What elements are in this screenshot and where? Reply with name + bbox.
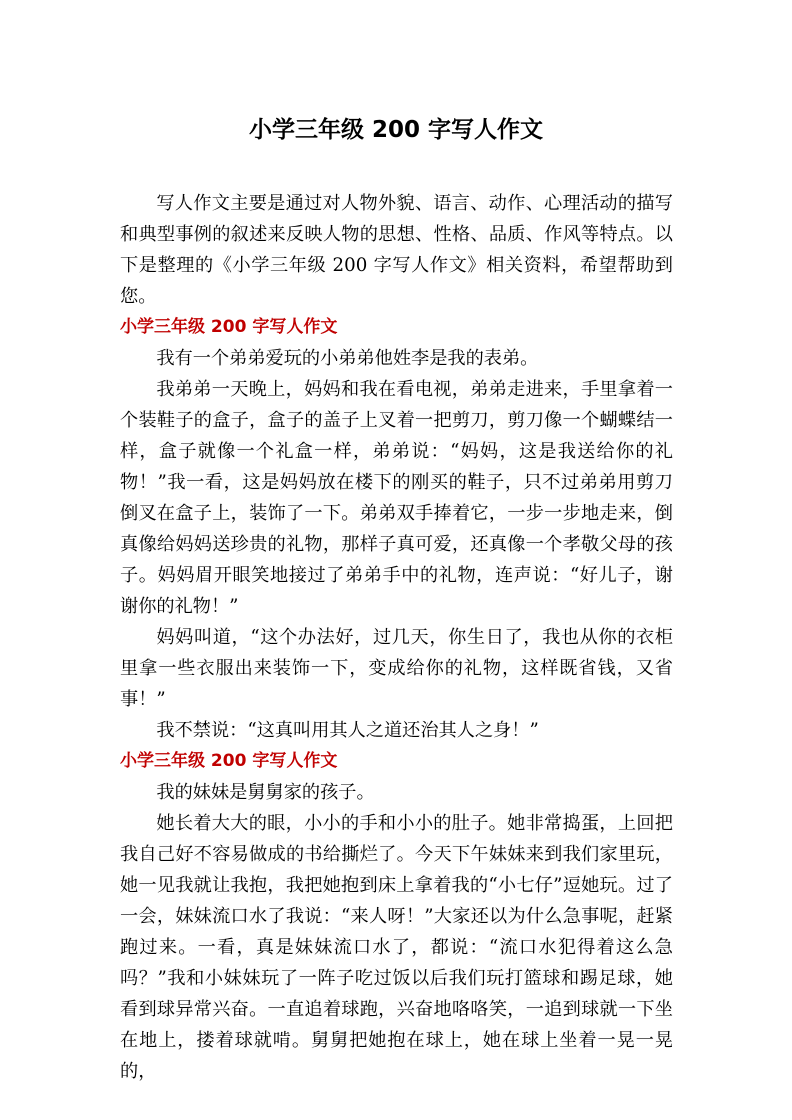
paragraph: 我不禁说：“这真叫用其人之道还治其人之身！” <box>156 720 539 741</box>
section-heading: 小学三年级 200 字写人作文 <box>120 751 338 771</box>
paragraph: 我弟弟一天晚上，妈妈和我在看电视，弟弟走进来，手里拿着一个装鞋子的盒子，盒子的盖子上叉着一把剪刀，剪刀像一个蝴蝶结一样，盒子就像一个礼盒一样，弟弟说：“妈妈，这是我送给你的礼物！”我一看，这是妈妈放在楼下的刚买的鞋子，只不过弟弟用剪刀倒叉在盒子上，装饰了一下。弟弟双手捧着它，一步一步地走来，倒真像给妈妈送珍贵的礼物，那样子真可爱，还真像一个孝敬父母的孩子。妈妈眉开眼笑地接过了弟弟手中的礼物，连声说：“好儿子，谢谢你的礼物！” <box>120 379 673 617</box>
paragraph: 她长着大大的眼，小小的手和小小的肚子。她非常捣蛋，上回把我自己好不容易做成的书给撕烂了。今天下午妹妹来到我们家里玩，她一见我就让我抱，我把她抱到床上拿着我的“小七仔”逗她玩。过了一会，妹妹流口水了我说：“来人呀！”大家还以为什么急事呢，赶紧跑过来。一看，真是妹妹流口水了，都说：“流口水犯得着这么急吗？”我和小妹妹玩了一阵子吃过饭以后我们玩打篮球和踢足球，她看到球异常兴奋。一直追着球跑，兴奋地咯咯笑，一追到球就一下坐在地上，搂着球就啃。舅舅把她抱在球上，她在球上坐着一晃一晃的， <box>120 813 673 1082</box>
paragraph: 我的妹妹是舅舅家的孩子。 <box>156 782 375 803</box>
intro-paragraph: 写人作文主要是通过对人物外貌、语言、动作、心理活动的描写和典型事例的叙述来反映人物的思想、性格、品质、作风等特点。以下是整理的《小学三年级 200 字写人作文》相关资料，希望帮助到您。 <box>120 193 673 307</box>
document-title: 小学三年级 200 字写人作文 <box>248 117 544 143</box>
section-heading: 小学三年级 200 字写人作文 <box>120 317 338 337</box>
paragraph: 我有一个弟弟爱玩的小弟弟他姓李是我的表弟。 <box>156 348 539 369</box>
paragraph: 妈妈叫道，“这个办法好，过几天，你生日了，我也从你的衣柜里拿一些衣服出来装饰一下，变成给你的礼物，这样既省钱，又省事！” <box>120 627 673 710</box>
document-body <box>120 188 673 1087</box>
